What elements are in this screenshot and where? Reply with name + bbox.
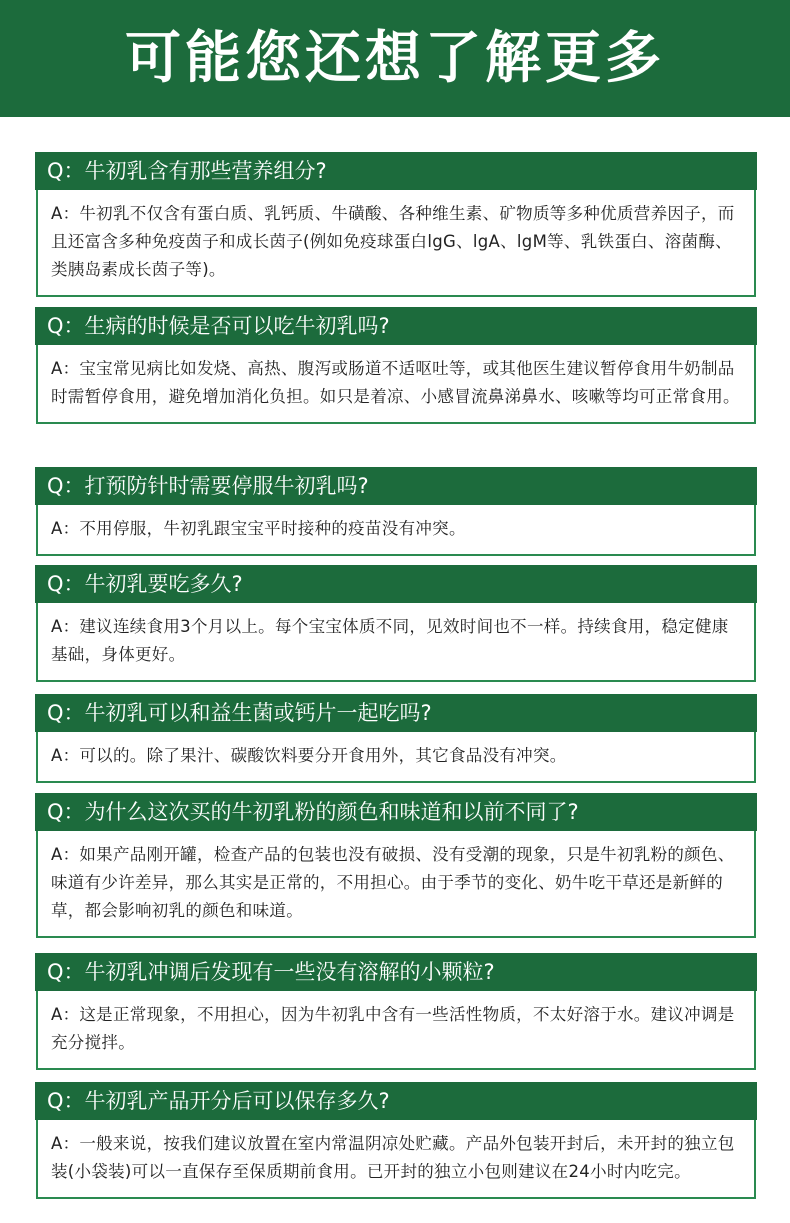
answer-text: A：一般来说，按我们建议放置在室内常温阴凉处贮藏。产品外包装开封后，未开封的独立包装(小袋装)可以一直保存至保质期前食用。已开封的独立小包则建议在24小时内吃完。 xyxy=(51,1134,735,1181)
question-bar xyxy=(35,152,757,190)
question-text: Q：牛初乳产品开分后可以保存多久? xyxy=(47,1088,390,1113)
question-bar xyxy=(35,307,757,345)
page-header xyxy=(0,0,790,117)
question-text: Q：牛初乳冲调后发现有一些没有溶解的小颗粒? xyxy=(47,959,495,984)
question-text: Q：打预防针时需要停服牛初乳吗? xyxy=(47,473,369,498)
faq-item-7 xyxy=(35,953,757,1070)
answer-text: A：如果产品刚开罐，检查产品的包装也没有破损、没有受潮的现象，只是牛初乳粉的颜色、味道有少许差异，那么其实是正常的，不用担心。由于季节的变化、奶牛吃干草还是新鲜的草，都会影响初乳的颜色和味道。 xyxy=(51,845,735,920)
faq-item-1 xyxy=(35,152,757,297)
answer-box xyxy=(36,831,756,938)
answer-box xyxy=(36,732,756,783)
answer-box xyxy=(36,603,756,682)
answer-text: A：建议连续食用3个月以上。每个宝宝体质不同，见效时间也不一样。持续食用，稳定健康基础，身体更好。 xyxy=(51,617,729,664)
faq-item-6 xyxy=(35,793,757,938)
question-bar xyxy=(35,953,757,991)
page-title: 可能您还想了解更多 xyxy=(125,25,665,91)
question-bar xyxy=(35,1082,757,1120)
faq-item-2 xyxy=(35,307,757,424)
answer-text: A：不用停服，牛初乳跟宝宝平时接种的疫苗没有冲突。 xyxy=(51,519,466,538)
question-bar xyxy=(35,565,757,603)
question-bar xyxy=(35,694,757,732)
answer-text: A：宝宝常见病比如发烧、高热、腹泻或肠道不适呕吐等，或其他医生建议暂停食用牛奶制品时需暂停食用，避免增加消化负担。如只是着凉、小感冒流鼻涕鼻水、咳嗽等均可正常食用。 xyxy=(51,359,740,406)
answer-text: A：可以的。除了果汁、碳酸饮料要分开食用外，其它食品没有冲突。 xyxy=(51,746,567,765)
question-bar xyxy=(35,467,757,505)
answer-box xyxy=(36,991,756,1070)
question-text: Q：牛初乳可以和益生菌或钙片一起吃吗? xyxy=(47,700,432,725)
answer-box xyxy=(36,345,756,424)
question-text: Q：为什么这次买的牛初乳粉的颜色和味道和以前不同了? xyxy=(47,799,579,824)
question-text: Q：生病的时候是否可以吃牛初乳吗? xyxy=(47,313,390,338)
question-bar xyxy=(35,793,757,831)
faq-item-8 xyxy=(35,1082,757,1199)
answer-box xyxy=(36,505,756,556)
answer-box xyxy=(36,190,756,297)
answer-box xyxy=(36,1120,756,1199)
question-text: Q：牛初乳含有那些营养组分? xyxy=(47,158,327,183)
faq-item-3 xyxy=(35,467,757,556)
question-text: Q：牛初乳要吃多久? xyxy=(47,571,243,596)
faq-item-5 xyxy=(35,694,757,783)
answer-text: A：这是正常现象，不用担心，因为牛初乳中含有一些活性物质，不太好溶于水。建议冲调是充分搅拌。 xyxy=(51,1005,735,1052)
faq-item-4 xyxy=(35,565,757,682)
answer-text: A：牛初乳不仅含有蛋白质、乳钙质、牛磺酸、各种维生素、矿物质等多种优质营养因子，而且还富含多种免疫茵子和成长茵子(例如免疫球蛋白lgG、lgA、lgM等、乳铁蛋白、溶菌酶、类胰岛素成长茵子等)。 xyxy=(51,204,735,279)
